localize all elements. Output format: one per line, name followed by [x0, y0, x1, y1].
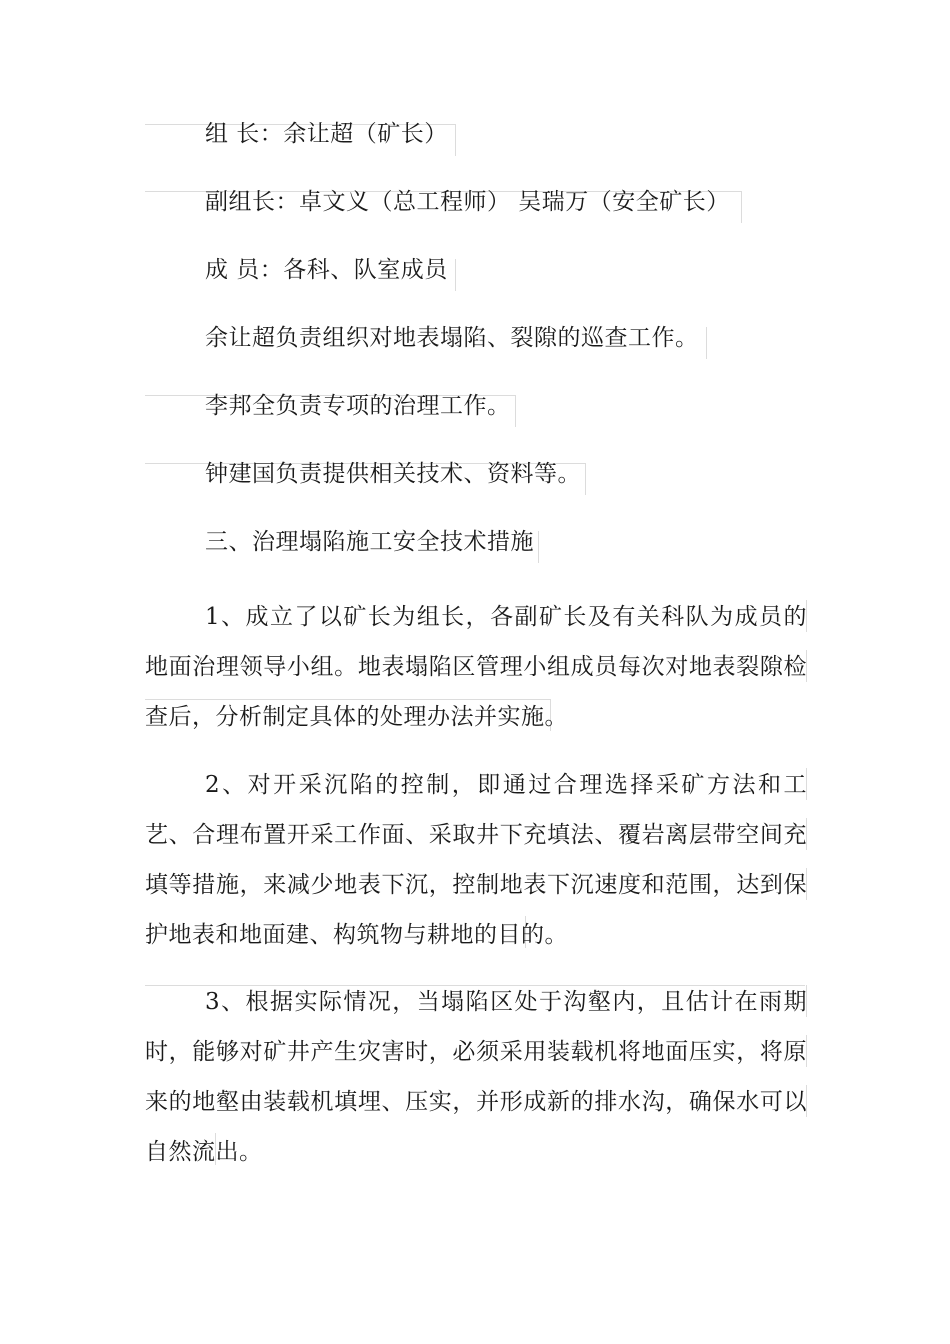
paragraph-text: 3、根据实际情况，当塌陷区处于沟壑内，且估计在雨期时，能够对矿井产生灾害时，必须采用装载机将地面压实，将原来的地壑由装载机填埋、压实，并形成新的排水沟，确保水可以自然流出。 — [145, 989, 807, 1165]
measure-paragraph-1 — [145, 592, 807, 742]
paragraph-text: 成 员：各科、队室成员 — [205, 257, 448, 283]
heading-text: 三、治理塌陷施工安全技术措施 — [205, 529, 534, 555]
paragraph-text: 组 长：余让超（矿长） — [205, 121, 448, 147]
section-heading — [145, 525, 807, 559]
duty-line-3 — [145, 457, 807, 491]
measure-paragraph-3 — [145, 977, 807, 1177]
measure-paragraph-2 — [145, 760, 807, 960]
members-line — [145, 253, 807, 287]
team-leader-line — [145, 117, 807, 151]
paragraph-text: 1、成立了以矿长为组长，各副矿长及有关科队为成员的地面治理领导小组。地表塌陷区管理小组成员每次对地表裂隙检查后，分析制定具体的处理办法并实施。 — [145, 604, 807, 730]
paragraph-text: 2、对开采沉陷的控制，即通过合理选择采矿方法和工艺、合理布置开采工作面、采取井下充填法、覆岩离层带空间充填等措施，来减少地表下沉，控制地表下沉速度和范围，达到保护地表和地面建、构筑物与耕地的目的。 — [145, 772, 807, 948]
duty-line-2 — [145, 389, 807, 423]
deputy-leader-line — [145, 185, 807, 219]
paragraph-text: 余让超负责组织对地表塌陷、裂隙的巡查工作。 — [205, 325, 699, 351]
paragraph-text: 副组长：卓文义（总工程师） 吴瑞万（安全矿长） — [205, 189, 730, 215]
paragraph-text: 钟建国负责提供相关技术、资料等。 — [205, 461, 581, 487]
paragraph-text: 李邦全负责专项的治理工作。 — [205, 393, 511, 419]
duty-line-1 — [145, 321, 807, 355]
